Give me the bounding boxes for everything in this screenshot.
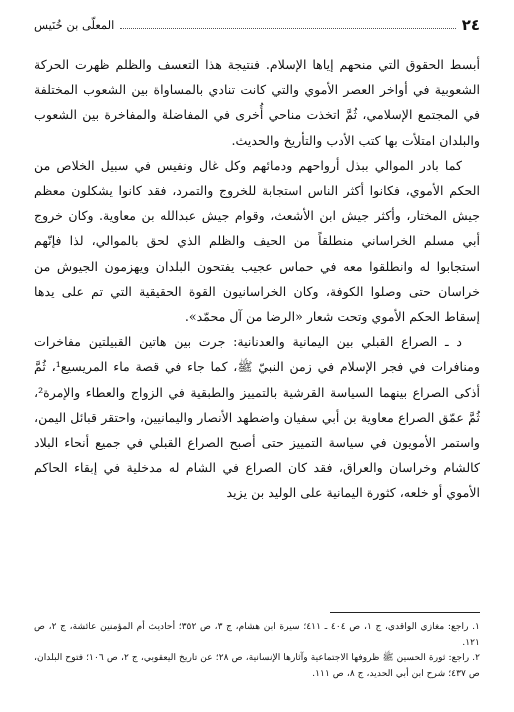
footnote-divider <box>330 612 480 613</box>
body-text <box>34 52 480 506</box>
running-title: المعلّى بن خُنَيس <box>34 18 115 32</box>
footnote-2: ٢. راجع: ثورة الحسين ﷺ ظروفها الاجتماعية وآثارها الإنسانية، ص ٢٨؛ عن تاريخ اليعقوبي، ج ٢، ص ١٠٦؛ فتوح البلدان، ص ٤٣٧؛ شرح ابن أبي الحديد، ج ٨، ص ١١١. <box>34 652 481 679</box>
paragraph-tribal-conflict: د ـ الصراع القبلي بين اليمانية والعدنانية: جرت بين هاتين القبيلتين مفاخرات ومنافرات في فجر الإسلام في زمن النبيّ ﷺ، كما جاء في قصة ماء المريسيع¹، ثُمَّ أذكى الصراع بينهما السياسة القرشية بالتمييز والطبقية في الزواج والعطاء والإمرة²، ثُمَّ عمّق الصراع معاوية بن أبي سفيان واضطهد الأنصار واليمانيين، واحتقر قبائل اليمن، واستمر الأمويون في سياسة التمييز حتى أصبح الصراع القبلي في جميع أنحاء البلاد كالشام وخراسان والعراق، فقد كان الصراع في الشام له مدخلية في إبقاء الحاكم الأموي أو خلعه، كثورة اليمانية على الوليد بن يزيد <box>34 334 480 501</box>
paragraph-shuubiyya: أبسط الحقوق التي منحهم إياها الإسلام. فنتيجة هذا التعسف والظلم ظهرت الحركة الشعوبية في أواخر العصر الأموي والتي كانت تنادي بالمساواة بين الشعوب المختلفة في المجتمع الإسلامي، ثُمَّ اتخذت مناحي أُخرى في المفاضلة والمفاخرة بين الشعوب والبلدان امتلأت بها كتب الأدب والتأريخ والحديث. <box>34 57 480 148</box>
paragraph-mawali-revolts: كما بادر الموالي ببذل أرواحهم ودمائهم وكل غال ونفيس في سبيل الخلاص من الحكم الأموي، فكانوا أكثر الناس استجابة للخروج والتمرد، فقد كانوا يشكلون معظم جيش المختار، وأكثر جيش ابن الأشعث، وقوام جيش عبدالله بن معاوية. وكان خروج أبي مسلم الخراساني منطلقاً من الحيف والظلم الذي لحق بالموالي، لذا فإنّهم استجابوا له وانطلقوا معه في حماس عجيب يفتحون البلدان ويهزمون الجيوش من خراسان حتى وصلوا الكوفة، وكان الخراسانيون القوة الحقيقية التي تم على يدها إسقاط الحكم الأموي وتحت شعار «الرضا من آل محمّد». <box>34 157 480 325</box>
footnote-1: ١. راجع: مغازي الواقدي، ج ١، ص ٤٠٤ ـ ٤١١؛ سيرة ابن هشام، ج ٣، ص ٣٥٢؛ أحاديث أم المؤمنين عائشة، ج ٢، ص ١٢١. <box>34 621 480 648</box>
running-header <box>34 14 480 36</box>
footnotes <box>34 619 480 681</box>
page-number: ٢٤ <box>461 16 480 34</box>
header-dotted-leader <box>120 28 455 29</box>
